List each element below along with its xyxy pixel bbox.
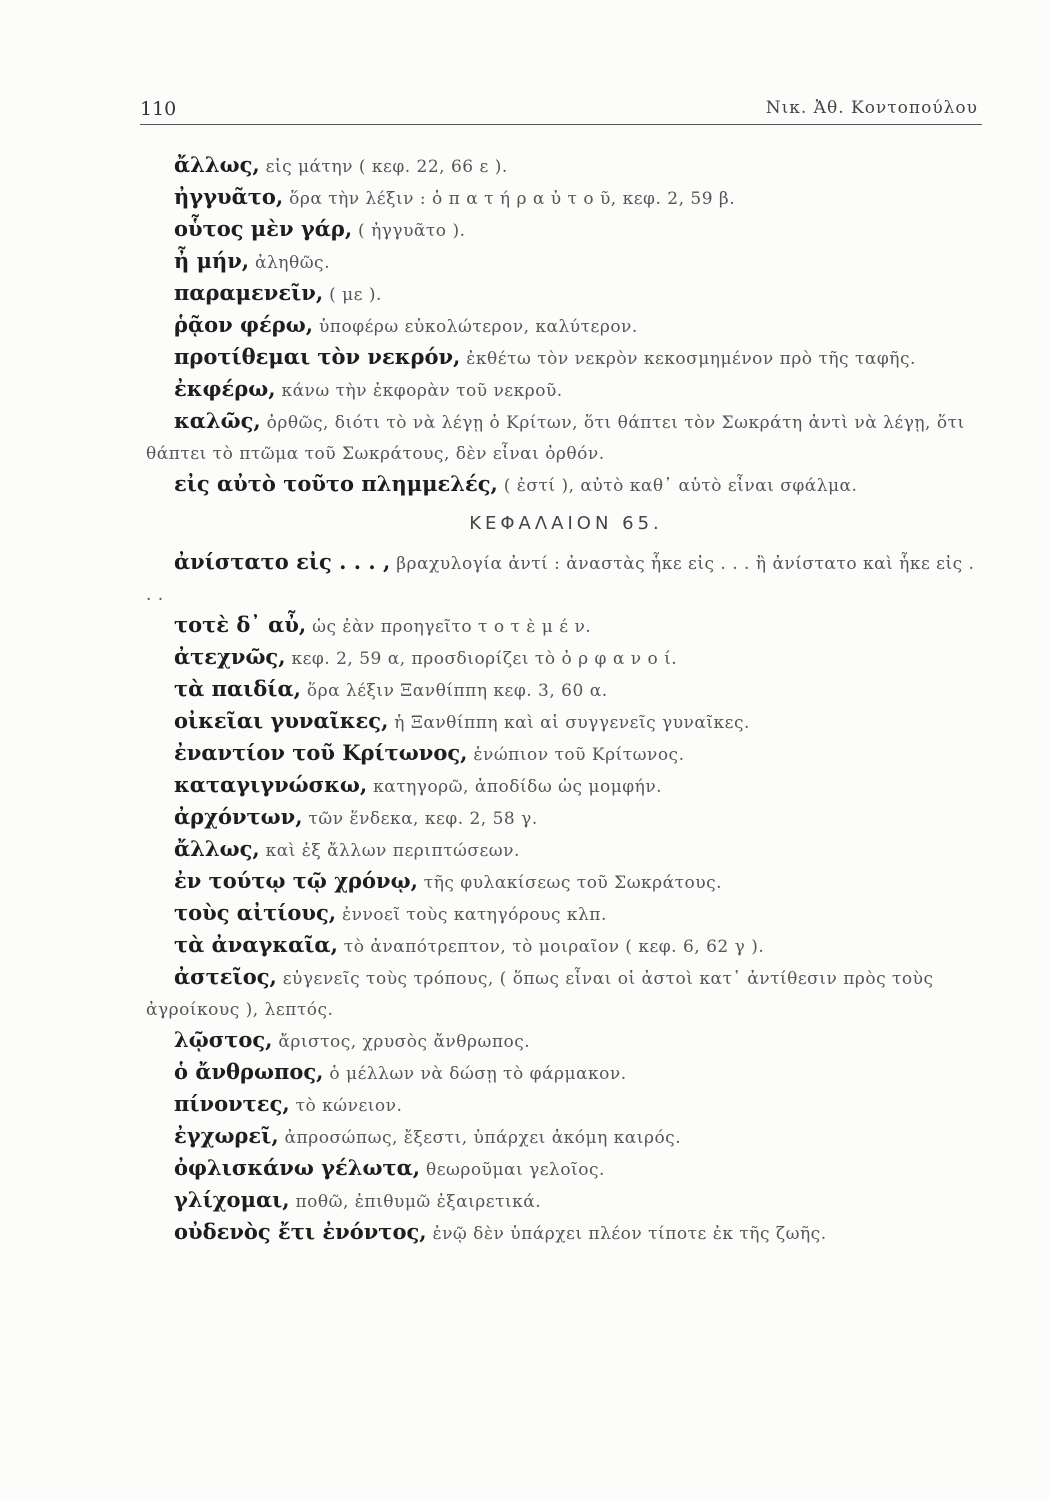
- entry-gloss: ποθῶ, ἐπιθυμῶ ἐξαιρετικά.: [289, 1192, 542, 1212]
- entry-gloss: ( ἐστί ), αὐτὸ καθ᾽ αὑτὸ εἶναι σφάλμα.: [497, 476, 858, 496]
- entry-gloss: ἐνῷ δὲν ὑπάρχει πλέον τίποτε ἐκ τῆς ζωῆς.: [426, 1224, 827, 1244]
- glossary-entry: [146, 1121, 986, 1153]
- glossary-entry: [146, 834, 986, 866]
- entry-lemma: οὐδενὸς ἔτι ἐνόντος,: [174, 1219, 427, 1244]
- entry-lemma: γλίχομαι,: [174, 1187, 290, 1212]
- glossary-entry: [146, 674, 986, 706]
- entry-lemma: λῷστος,: [174, 1027, 273, 1052]
- entry-gloss: τῆς φυλακίσεως τοῦ Σωκράτους.: [417, 873, 723, 893]
- entry-lemma: παραμενεῖν,: [174, 280, 324, 305]
- glossary-entry: [146, 214, 986, 246]
- entry-lemma: ἄλλως,: [174, 152, 260, 177]
- entry-gloss: ( ἠγγυᾶτο ).: [352, 221, 466, 241]
- glossary-entry: [146, 1217, 986, 1249]
- entry-gloss: ὅρα λέξιν Ξανθίππη κεφ. 3, 60 α.: [300, 681, 608, 701]
- entry-lemma: ἀτεχνῶς,: [174, 644, 286, 669]
- entry-gloss: εὐγενεῖς τοὺς τρόπους, ( ὅπως εἶναι οἱ ἀστοὶ κατ᾽ ἀντίθεσιν πρὸς τοὺς ἀγροίκους ), λεπτός.: [146, 969, 934, 1020]
- glossary-entry: [146, 310, 986, 342]
- entry-lemma: πίνοντες,: [174, 1091, 290, 1116]
- glossary-entry: [146, 1057, 986, 1089]
- entry-gloss: ὡς ἐὰν προηγεῖτο τ ο τ ὲ μ έ ν.: [306, 617, 592, 637]
- entry-gloss: κάνω τὴν ἐκφορὰν τοῦ νεκροῦ.: [275, 381, 563, 401]
- entry-gloss: βραχυλογία ἀντί : ἀναστὰς ἧκε εἰς . . . ἢ ἀνίστατο καὶ ἧκε εἰς . . .: [146, 554, 975, 605]
- glossary-entry: [146, 898, 986, 930]
- entry-lemma: εἰς αὐτὸ τοῦτο πλημμελές,: [174, 471, 498, 496]
- glossary-entry: [146, 962, 986, 1025]
- entry-lemma: προτίθεμαι τὸν νεκρόν,: [174, 344, 461, 369]
- glossary-entry: [146, 610, 986, 642]
- glossary-section-before: [146, 150, 986, 501]
- glossary-entry: [146, 182, 986, 214]
- glossary-entry: [146, 866, 986, 898]
- glossary: [146, 150, 986, 1249]
- entry-gloss: ἄριστος, χρυσὸς ἄνθρωπος.: [272, 1032, 531, 1052]
- entry-gloss: κεφ. 2, 59 α, προσδιορίζει τὸ ὀ ρ φ α ν ο ί.: [285, 649, 678, 669]
- entry-gloss: ( με ).: [323, 285, 382, 305]
- entry-gloss: ἀπροσώπως, ἔξεστι, ὑπάρχει ἀκόμη καιρός.: [278, 1128, 682, 1148]
- entry-lemma: ῥᾷον φέρω,: [174, 312, 314, 337]
- entry-lemma: τὰ ἀναγκαῖα,: [174, 932, 338, 957]
- entry-lemma: ἐν τούτῳ τῷ χρόνῳ,: [174, 868, 418, 893]
- entry-lemma: ἦ μήν,: [174, 248, 250, 273]
- glossary-entry: [146, 1185, 986, 1217]
- entry-lemma: ἐναντίον τοῦ Κρίτωνος,: [174, 740, 468, 765]
- entry-lemma: ἄλλως,: [174, 836, 260, 861]
- entry-gloss: ἐννοεῖ τοὺς κατηγόρους κλπ.: [336, 905, 607, 925]
- entry-lemma: τοτὲ δ᾽ αὖ,: [174, 612, 307, 637]
- glossary-section-after: [146, 547, 986, 1249]
- entry-gloss: κατηγορῶ, ἀποδίδω ὡς μομφήν.: [367, 777, 663, 797]
- entry-lemma: οἰκεῖαι γυναῖκες,: [174, 708, 389, 733]
- entry-gloss: ὑποφέρω εὐκολώτερον, καλύτερον.: [313, 317, 638, 337]
- entry-lemma: ἀστεῖος,: [174, 964, 277, 989]
- glossary-entry: [146, 770, 986, 802]
- entry-gloss: τὸ κώνειον.: [289, 1096, 403, 1116]
- entry-gloss: ἀληθῶς.: [249, 253, 330, 273]
- entry-lemma: ὁ ἄνθρωπος,: [174, 1059, 324, 1084]
- glossary-entry: [146, 642, 986, 674]
- entry-gloss: ὀρθῶς, διότι τὸ νὰ λέγῃ ὁ Κρίτων, ὅτι θάπτει τὸν Σωκράτη ἀντὶ νὰ λέγῃ, ὅτι θάπτει τὸ πτῶμα τοῦ Σωκράτους, δὲν εἶναι ὀρθόν.: [146, 413, 965, 464]
- glossary-entry: [146, 1025, 986, 1057]
- running-head: Νικ. Ἀθ. Κοντοπούλου: [765, 98, 978, 118]
- entry-lemma: ἀνίστατο εἰς . . . ,: [174, 549, 391, 574]
- chapter-heading: ΚΕΦΑΛΑΙΟΝ 65.: [469, 513, 663, 534]
- entry-gloss: ἡ Ξανθίππη καὶ αἱ συγγενεῖς γυναῖκες.: [388, 713, 750, 733]
- entry-gloss: τῶν ἕνδεκα, κεφ. 2, 58 γ.: [302, 809, 538, 829]
- glossary-entry: [146, 469, 986, 501]
- glossary-entry: [146, 706, 986, 738]
- entry-lemma: τοὺς αἰτίους,: [174, 900, 337, 925]
- glossary-entry: [146, 374, 986, 406]
- entry-lemma: τὰ παιδία,: [174, 676, 301, 701]
- glossary-entry: [146, 406, 986, 469]
- entry-lemma: καταγιγνώσκω,: [174, 772, 368, 797]
- entry-lemma: ἀρχόντων,: [174, 804, 303, 829]
- glossary-entry: [146, 342, 986, 374]
- entry-gloss: καὶ ἐξ ἄλλων περιπτώσεων.: [259, 841, 520, 861]
- glossary-entry: [146, 547, 986, 610]
- entry-lemma: ἠγγυᾶτο,: [174, 184, 284, 209]
- entry-lemma: οὗτος μὲν γάρ,: [174, 216, 353, 241]
- entry-gloss: ἐνώπιον τοῦ Κρίτωνος.: [467, 745, 685, 765]
- glossary-entry: [146, 1153, 986, 1185]
- glossary-entry: [146, 738, 986, 770]
- entry-lemma: ὀφλισκάνω γέλωτα,: [174, 1155, 421, 1180]
- glossary-entry: [146, 278, 986, 310]
- glossary-entry: [146, 1089, 986, 1121]
- glossary-entry: [146, 930, 986, 962]
- entry-gloss: ἐκθέτω τὸν νεκρὸν κεκοσμημένον πρὸ τῆς ταφῆς.: [460, 349, 916, 369]
- glossary-entry: [146, 802, 986, 834]
- page-header: [140, 96, 982, 125]
- entry-lemma: καλῶς,: [174, 408, 261, 433]
- entry-lemma: ἐκφέρω,: [174, 376, 276, 401]
- entry-gloss: εἰς μάτην ( κεφ. 22, 66 ε ).: [259, 157, 508, 177]
- entry-gloss: ὁ μέλλων νὰ δώσῃ τὸ φάρμακον.: [323, 1064, 627, 1084]
- page-number: 110: [140, 98, 177, 120]
- glossary-entry: [146, 246, 986, 278]
- entry-lemma: ἐγχωρεῖ,: [174, 1123, 279, 1148]
- entry-gloss: τὸ ἀναπότρεπτον, τὸ μοιραῖον ( κεφ. 6, 62 γ ).: [337, 937, 765, 957]
- glossary-entry: [146, 150, 986, 182]
- entry-gloss: ὅρα τὴν λέξιν : ὁ π α τ ή ρ α ὐ τ ο ῦ, κεφ. 2, 59 β.: [283, 189, 736, 209]
- entry-gloss: θεωροῦμαι γελοῖος.: [420, 1160, 605, 1180]
